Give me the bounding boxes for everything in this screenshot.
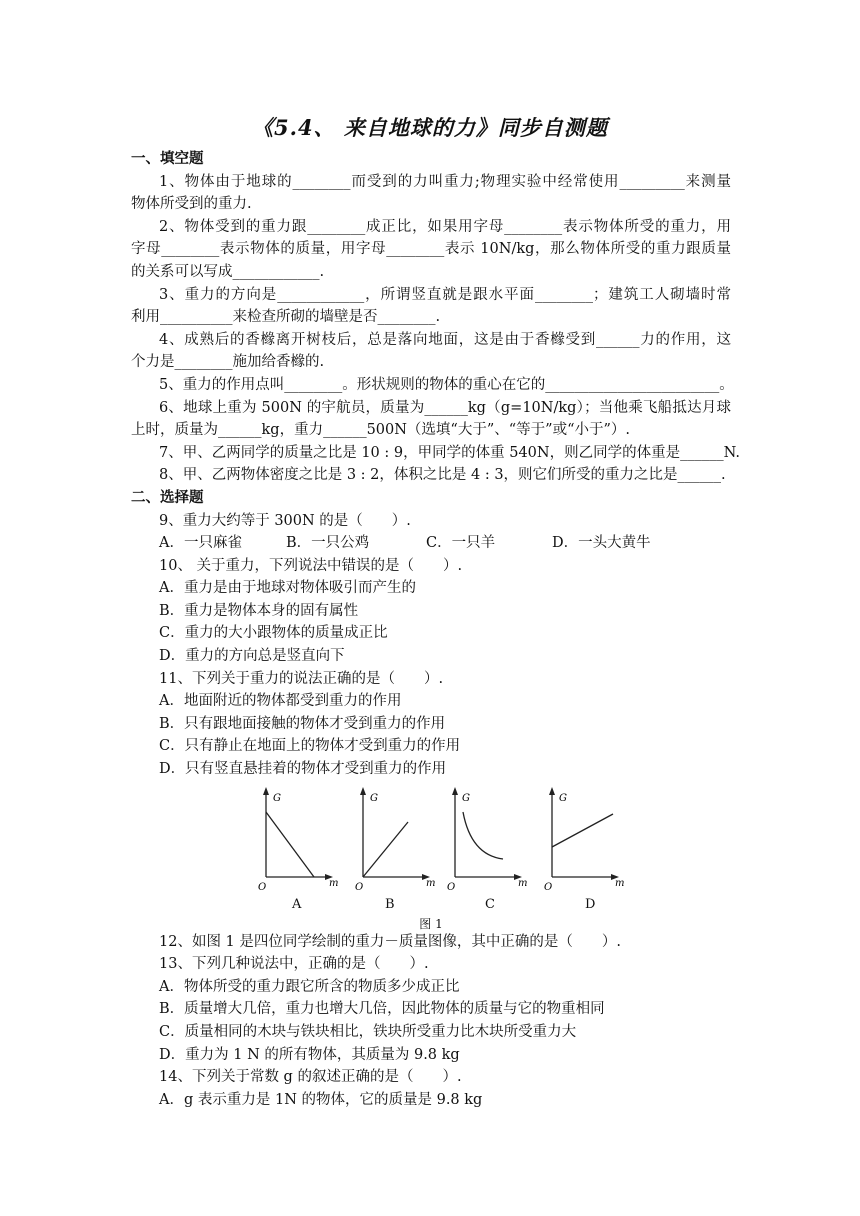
question-10-stem: 10、 关于重力，下列说法中错误的是（ ）. — [159, 557, 463, 574]
question-10-option-d: D．重力的方向总是竖直向下 — [159, 648, 345, 665]
question-6-line-2: 上时，质量为______kg，重力______500N（选填“大于”、“等于”或“小于”）. — [131, 422, 631, 439]
g-m-graphs — [251, 787, 631, 897]
question-13-option-d: D．重力为 1 N 的所有物体，其质量为 9.8 kg — [159, 1046, 460, 1063]
graph-d-g-label: G — [559, 792, 567, 804]
option-a: A．一只麻雀 — [159, 535, 242, 552]
graph-c-origin: O — [447, 881, 456, 893]
graph-a-origin: O — [258, 881, 267, 893]
question-10-option-a: A．重力是由于地球对物体吸引而产生的 — [159, 580, 416, 597]
question-9-stem: 9、重力大约等于 300N 的是（ ）. — [159, 512, 411, 529]
question-14-option-a: A．g 表示重力是 1N 的物体，它的质量是 9.8 kg — [159, 1091, 483, 1108]
section-heading-fill-in: 一、填空题 — [131, 150, 204, 167]
graph-a-g-label: G — [273, 792, 281, 804]
graph-c-m-label: m — [518, 877, 528, 889]
figure-label-b: B — [385, 896, 395, 912]
question-12: 12、如图 1 是四位同学绘制的重力－质量图像，其中正确的是（ ）. — [159, 933, 622, 950]
question-5: 5、重力的作用点叫________。形状规则的物体的重心在它的________________________。 — [159, 376, 734, 393]
question-4-line-1: 4、成熟后的香橼离开树枝后，总是落向地面，这是由于香橼受到______力的作用，这 — [159, 331, 731, 348]
graph-b-origin: O — [355, 881, 364, 893]
figure-caption: 图 1 — [419, 916, 443, 931]
option-d: D．一头大黄牛 — [552, 535, 651, 552]
question-13-option-a: A．物体所受的重力跟它所含的物质多少成正比 — [159, 978, 460, 995]
question-10-option-c: C．重力的大小跟物体的质量成正比 — [159, 625, 388, 642]
figure-label-c: C — [485, 896, 495, 912]
question-4-line-2: 个力是________施加给香橼的. — [131, 354, 325, 371]
graph-d-origin: O — [544, 881, 553, 893]
question-8: 8、甲、乙两物体密度之比是 3 : 2，体积之比是 4 : 3，则它们所受的重力之比是______. — [159, 467, 726, 484]
question-14-stem: 14、下列关于常数 g 的叙述正确的是（ ）. — [159, 1069, 462, 1086]
question-3-line-2: 利用__________来检查所砌的墙壁是否________. — [131, 309, 441, 326]
option-b: B．一只公鸡 — [286, 535, 370, 552]
graph-a-m-label: m — [329, 877, 339, 889]
question-6-line-1: 6、地球上重为 500N 的宇航员，质量为______kg（g=10N/kg）；当他乘飞船抵达月球 — [159, 399, 731, 416]
question-11-option-b: B．只有跟地面接触的物体才受到重力的作用 — [159, 715, 446, 732]
question-2-line-1: 2、物体受到的重力跟________成正比，如果用字母________表示物体所受的重力，用 — [159, 218, 731, 235]
page-title: 《5.4、 来自地球的力》同步自测题 — [252, 115, 608, 140]
question-13-option-c: C．质量相同的木块与铁块相比，铁块所受重力比木块所受重力大 — [159, 1024, 577, 1040]
question-2-line-3: 的关系可以写成____________. — [131, 263, 325, 280]
question-13-stem: 13、下列几种说法中，正确的是（ ）. — [159, 956, 429, 973]
figure-label-d: D — [585, 896, 596, 912]
graph-d — [544, 791, 624, 893]
question-10-option-b: B．重力是物体本身的固有属性 — [159, 602, 359, 619]
question-9-options — [131, 532, 731, 555]
worksheet-content — [131, 148, 740, 1111]
question-11-option-a: A．地面附近的物体都受到重力的作用 — [159, 693, 402, 710]
graph-c-g-label: G — [462, 792, 470, 804]
question-1-line-1: 1、物体由于地球的________而受到的力叫重力;物理实验中经常使用_________来测量 — [159, 173, 731, 190]
section-heading-choice: 二、选择题 — [131, 488, 204, 506]
graph-c — [447, 791, 527, 893]
question-3-line-1: 3、重力的方向是____________，所谓竖直就是跟水平面________；建筑工人砌墙时常 — [159, 286, 731, 303]
figure-label-a: A — [292, 896, 302, 912]
question-2-line-2: 字母________表示物体的质量，用字母________表示 10N/kg，那么物体所受的重力跟质量 — [131, 241, 731, 258]
graph-d-m-label: m — [615, 877, 625, 889]
graph-b-g-label: G — [370, 792, 378, 804]
question-13-option-b: B．质量增大几倍，重力也增大几倍，因此物体的质量与它的物重相同 — [159, 1001, 605, 1018]
graph-a — [258, 791, 338, 893]
question-1-line-2: 物体所受到的重力. — [131, 196, 252, 213]
question-7: 7、甲、乙两同学的质量之比是 10 : 9，甲同学的体重 540N，则乙同学的体重是______N. — [159, 444, 740, 461]
question-11-option-d: D．只有竖直悬挂着的物体才受到重力的作用 — [159, 761, 447, 778]
figure-1 — [131, 781, 731, 931]
option-c: C．一只羊 — [426, 535, 496, 552]
question-11-stem: 11、下列关于重力的说法正确的是（ ）. — [159, 670, 444, 687]
graph-b — [355, 791, 435, 893]
graph-b-m-label: m — [426, 877, 436, 889]
question-11-option-c: C．只有静止在地面上的物体才受到重力的作用 — [159, 738, 461, 755]
